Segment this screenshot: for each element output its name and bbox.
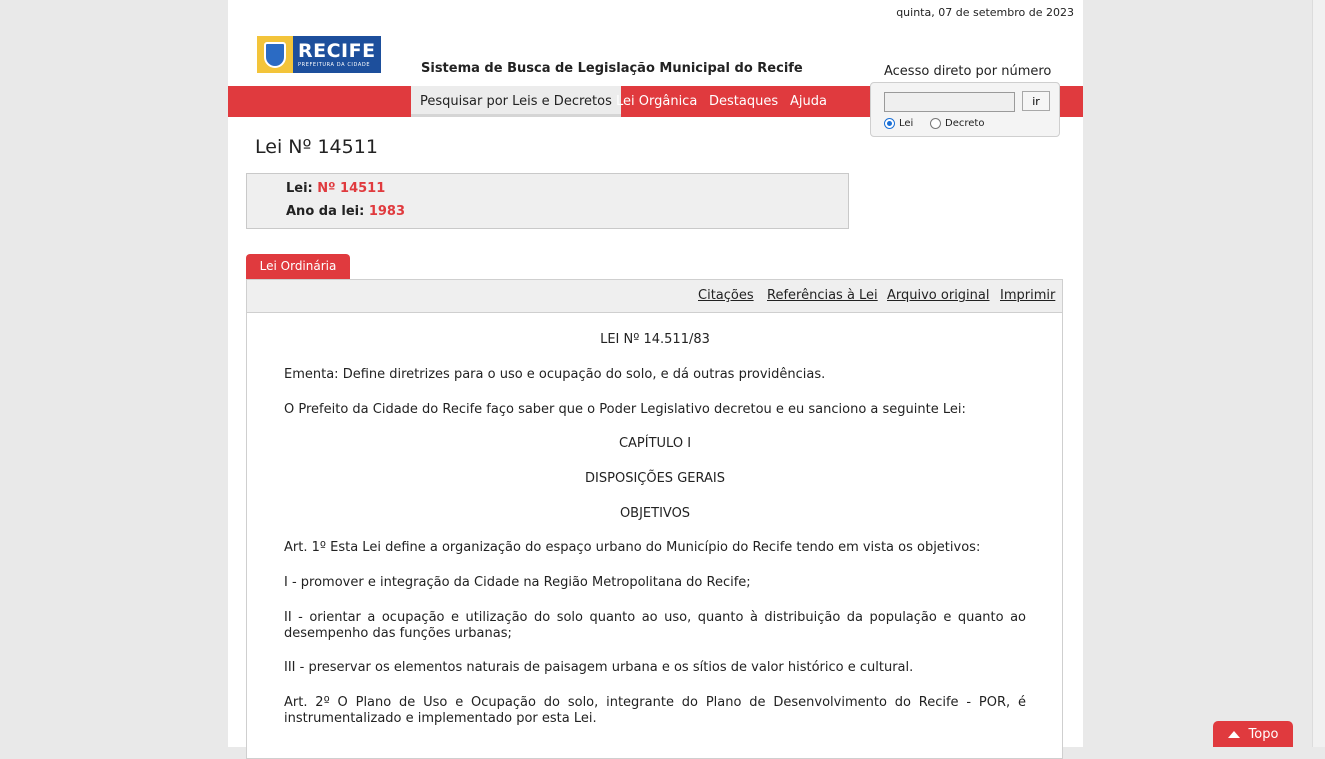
direct-access-title: Acesso direto por número — [884, 64, 1052, 79]
doc-item2: II - orientar a ocupação e utilização do solo quanto ao uso, quanto à distribuição da população e quanto ao desempenho das funções urbanas; — [284, 610, 1026, 641]
original-file-link[interactable]: Arquivo original — [887, 288, 990, 303]
doc-art2: Art. 2º O Plano de Uso e Ocupação do solo, integrante do Plano de Desenvolvimento do Recife - POR, é instrumentalizado e implementado por esta Lei. — [284, 695, 1026, 726]
print-link[interactable]: Imprimir — [1000, 288, 1056, 303]
doc-heading: LEI Nº 14.511/83 — [600, 332, 710, 347]
radio-lei[interactable] — [884, 118, 913, 129]
law-number-label: Lei: — [286, 181, 313, 196]
nav-help[interactable]: Ajuda — [790, 94, 827, 109]
logo-title: RECIFE — [298, 39, 376, 62]
law-number-value: Nº 14511 — [317, 181, 386, 196]
radio-decreto-label: Decreto — [945, 118, 985, 129]
site-title: Sistema de Busca de Legislação Municipal do Recife — [421, 61, 803, 76]
content-toolbar — [247, 280, 1062, 313]
doc-item1: I - promover e integração da Cidade na Região Metropolitana do Recife; — [284, 575, 751, 590]
citations-link[interactable]: Citações — [698, 288, 754, 303]
arrow-up-icon — [1228, 731, 1240, 738]
radio-decreto[interactable] — [930, 118, 984, 129]
law-year-value: 1983 — [368, 204, 406, 219]
recife-logo[interactable] — [257, 36, 381, 73]
doc-preamble: O Prefeito da Cidade do Recife faço saber que o Poder Legislativo decretou e eu sanciono a seguinte Lei: — [284, 402, 966, 417]
nav-highlights[interactable]: Destaques — [709, 94, 779, 109]
doc-section: DISPOSIÇÕES GERAIS — [585, 471, 725, 486]
law-year-label: Ano da lei: — [286, 204, 365, 219]
logo-subtitle: PREFEITURA DA CIDADE — [298, 61, 371, 68]
law-number-row — [286, 181, 385, 196]
law-content-panel — [246, 279, 1063, 759]
page-title: Lei Nº 14511 — [255, 136, 378, 158]
page-scrollbar[interactable] — [1312, 0, 1325, 747]
back-to-top-button[interactable] — [1213, 721, 1293, 747]
back-to-top-label: Topo — [1248, 726, 1279, 742]
tab-lei-ordinaria[interactable]: Lei Ordinária — [246, 254, 350, 279]
law-info-box — [246, 173, 849, 229]
law-number-input[interactable] — [884, 92, 1015, 112]
radio-lei-input[interactable] — [884, 118, 895, 129]
law-year-row — [286, 204, 405, 219]
city-seal-icon — [257, 36, 293, 73]
nav-organic-law[interactable]: Lei Orgânica — [616, 94, 698, 109]
page-container — [228, 0, 1083, 747]
radio-decreto-input[interactable] — [930, 118, 941, 129]
doc-ementa: Ementa: Define diretrizes para o uso e ocupação do solo, e dá outras providências. — [284, 367, 826, 382]
nav-search-laws-decrees[interactable]: Pesquisar por Leis e Decretos — [411, 86, 621, 117]
doc-item3: III - preservar os elementos naturais de paisagem urbana e os sítios de valor histórico e cultural. — [284, 660, 914, 675]
direct-access-panel — [870, 82, 1060, 137]
doc-subsection: OBJETIVOS — [619, 506, 691, 521]
go-button[interactable]: ir — [1022, 91, 1050, 111]
current-date: quinta, 07 de setembro de 2023 — [896, 6, 1074, 19]
doc-art1: Art. 1º Esta Lei define a organização do espaço urbano do Município do Recife tendo em vista os objetivos: — [284, 540, 981, 555]
doc-chapter: CAPÍTULO I — [618, 436, 692, 451]
radio-lei-label: Lei — [899, 118, 914, 129]
law-references-link[interactable]: Referências à Lei — [767, 288, 878, 303]
